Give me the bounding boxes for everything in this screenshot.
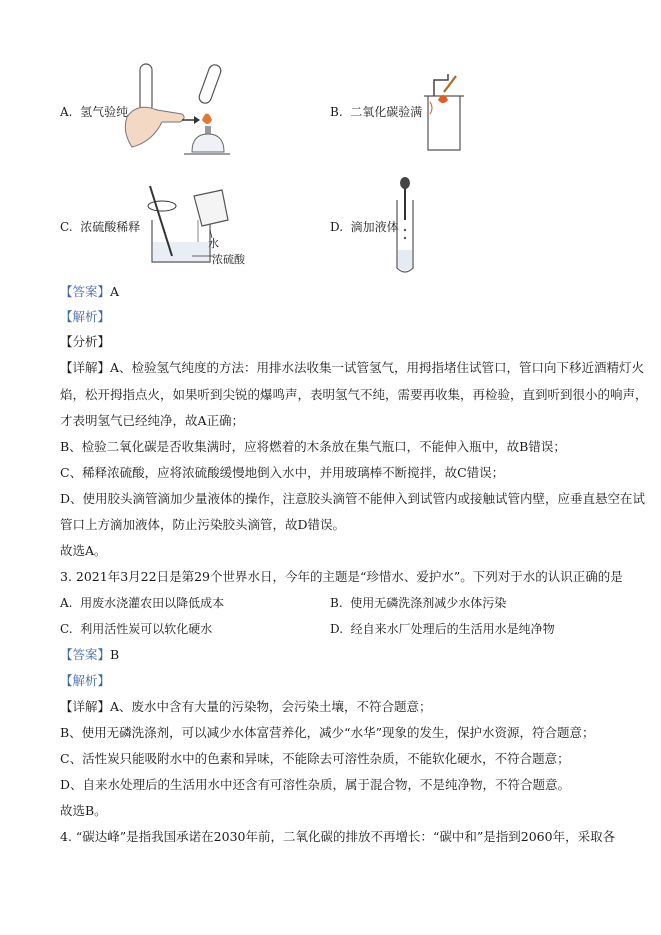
q2-detail-line-2: 焰，松开拇指点火，如果听到尖锐的爆鸣声，表明氢气不纯，需要再收集，再检验，直到听到很小的响声，: [60, 387, 648, 402]
acid-label: 浓硫酸: [212, 253, 245, 266]
detail-tag: 【详解】: [60, 360, 111, 375]
acid-dilution-figure: [144, 186, 264, 268]
q3-detail-line-4: D、自来水处理后的生活用水中还含有可溶性杂质，属于混合物，不是纯净物，不符合题意。: [60, 777, 571, 792]
answer-value: A: [110, 284, 120, 299]
option-d-label: D. 滴加液体: [330, 220, 399, 234]
q2-answer-line: [60, 284, 119, 300]
q3-option-d: D. 经自来水厂处理后的生活用水是纯净物: [330, 622, 555, 636]
detail-tag: 【详解】: [60, 699, 111, 714]
q3-option-c: C. 利用活性炭可以软化硬水: [60, 622, 213, 636]
q2-detail-line-3: 才表明氢气已经纯净，故A正确；: [60, 413, 245, 428]
q2-fenxi-tag: 【分析】: [60, 334, 111, 349]
option-a-label: A. 氢气验纯: [60, 105, 129, 119]
q3-stem: 3. 2021年3月22日是第29个世界水日，今年的主题是“珍惜水、爱护水”。下列对于水的认识正确的是: [60, 569, 623, 584]
co2-full-test-figure: [418, 74, 468, 154]
q2-detail-line-5: C、稀释浓硫酸，应将浓硫酸缓慢地倒入水中，并用玻璃棒不断搅拌，故C错误；: [60, 465, 505, 480]
q2-detail-line-6: D、使用胶头滴管滴加少量液体的操作，注意胶头滴管不能伸入到试管内或接触试管内壁，应垂直悬空在试: [60, 491, 646, 506]
answer-tag: 【答案】: [60, 284, 111, 299]
q2-analysis-tag: 【解析】: [60, 309, 111, 324]
q3-detail-line-1: 【详解】A、废水中含有大量的污染物，会污染土壤，不符合题意；: [60, 699, 432, 714]
dropper-figure: [390, 176, 420, 276]
option-b-label: B. 二氧化碳验满: [330, 105, 423, 119]
answer-value: B: [110, 647, 120, 662]
q3-analysis-tag: 【解析】: [60, 673, 111, 688]
q3-answer-line: [60, 647, 119, 663]
q3-detail-line-2: B、使用无磷洗涤剂，可以减少水体富营养化，减少“水华”现象的发生，保护水资源，符合题意；: [60, 725, 595, 740]
q2-detail-line-7: 管口上方滴加液体，防止污染胶头滴管，故D错误。: [60, 517, 346, 532]
q2-conclusion: 故选A。: [60, 543, 107, 558]
q3-detail-line-3: C、活性炭只能吸附水中的色素和异味，不能除去可溶性杂质，不能软化硬水，不符合题意；: [60, 751, 570, 766]
option-c-label: C. 浓硫酸稀释: [60, 220, 141, 234]
hydrogen-purity-test-figure: [122, 62, 232, 162]
q2-detail-line-4: B、检验二氧化碳是否收集满时，应将燃着的木条放在集气瓶口，不能伸入瓶中，故B错误；: [60, 439, 566, 454]
answer-tag: 【答案】: [60, 647, 111, 662]
q2-detail-line-1: 【详解】A、检验氢气纯度的方法：用排水法收集一试管氢气，用拇指堵住试管口，管口向下移近酒精灯火: [60, 360, 645, 375]
q3-option-a: A. 用废水浇灌农田以降低成本: [60, 596, 225, 610]
q3-conclusion: 故选B。: [60, 803, 107, 818]
water-label: 水: [208, 237, 219, 250]
q3-option-b: B. 使用无磷洗涤剂减少水体污染: [330, 596, 507, 610]
q4-stem: 4. “碳达峰”是指我国承诺在2030年前，二氧化碳的排放不再增长：“碳中和”是指到2060年，采取各: [60, 829, 616, 844]
